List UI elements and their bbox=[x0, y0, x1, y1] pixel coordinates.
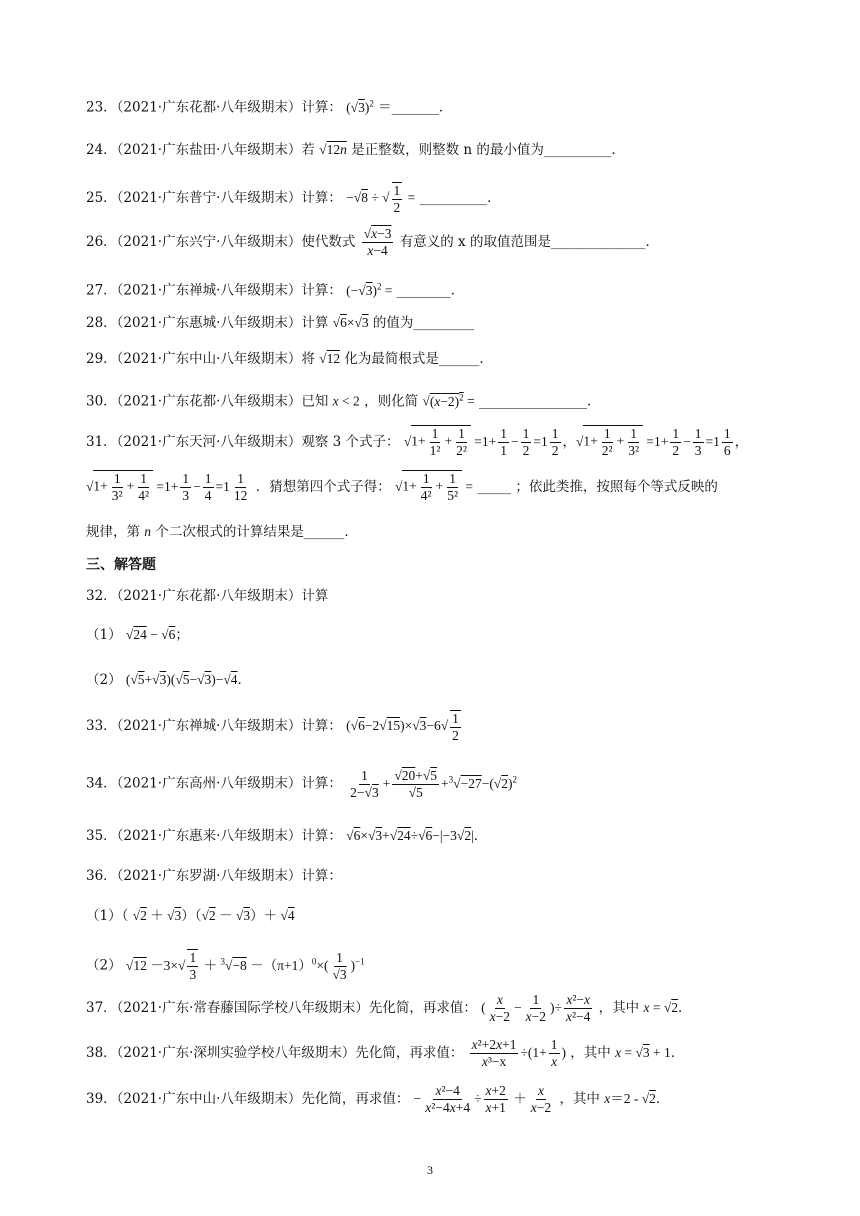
q30-blank: ________________． bbox=[478, 393, 601, 410]
q36-p2-formula: √12 －3×√ $\frac{1}{3}$ ＋ $^3√-8 -(\pi+1)^0\times$( $\frac{1}{√3}$ )$^{-1}$ bbox=[125, 949, 365, 983]
q25-text: 25．（2021·广东普宁·八年级期末）计算： bbox=[86, 190, 342, 206]
q34-text: 34．（2021·广东高州·八年级期末）计算： bbox=[86, 775, 342, 792]
q28-text: 28．（2021·广东惠城·八年级期末）计算 bbox=[86, 315, 329, 331]
q28-blank: 的值为_________ bbox=[372, 315, 475, 331]
q38-value: x = √3 + 1． bbox=[615, 1045, 685, 1060]
question-36 bbox=[86, 866, 342, 886]
question-38 bbox=[86, 1032, 684, 1074]
q31-blank: _____ bbox=[477, 479, 512, 495]
q29-formula: √12 bbox=[319, 351, 341, 366]
q36-text: 36．（2021·广东罗湖·八年级期末）计算： bbox=[86, 868, 342, 884]
question-37 bbox=[86, 988, 692, 1028]
question-29 bbox=[86, 349, 493, 369]
q31-formula-1: √1+ $\frac{1}{\text{1²}}$ + $\frac{1}{\text{2²}}$ =1+ $\frac{1}{1}$ − $\frac{1}{2}$ =1 $\frac{1}{2}$ ，√1+ $\frac{1}{\text{2²}}$ + $\frac{1}{\text{3²}}$ =1+ $\frac{1}{2}$ − $\frac{1}{3}$ =1 $\frac{1}{6}$ ， bbox=[403, 426, 749, 459]
q31-formula-4: √1+ $\frac{1}{\text{4²}}$ + $\frac{1}{\text{5²}}$ = bbox=[395, 471, 474, 504]
q36-part1 bbox=[86, 906, 295, 926]
q38-tail: ，其中 bbox=[570, 1045, 611, 1061]
q33-text: 33．（2021·广东禅城·八年级期末）计算： bbox=[86, 718, 342, 734]
q39-text: 39．（2021·广东中山·八年级期末）先化简，再求值： bbox=[86, 1091, 410, 1107]
section-heading: 三、解答题 bbox=[86, 557, 156, 573]
q25-blank: __________． bbox=[419, 190, 501, 206]
q32-text: 32．（2021·广东花都·八年级期末）计算 bbox=[86, 588, 329, 604]
q27-text: 27．（2021·广东禅城·八年级期末）计算： bbox=[86, 282, 342, 299]
question-32 bbox=[86, 586, 328, 606]
question-33 bbox=[86, 708, 463, 744]
q31-text: 31．（2021·广东天河·八年级期末）观察 3 个式子： bbox=[86, 434, 400, 450]
page-number: 3 bbox=[427, 1163, 433, 1177]
q36-p1-label: （1）（ bbox=[86, 908, 129, 924]
question-31-line3 bbox=[86, 522, 358, 542]
q39-value: x＝2 - √2． bbox=[604, 1091, 670, 1106]
q36-part2 bbox=[86, 944, 365, 983]
q35-formula: √6×√3+√24÷√6−|−3√2|． bbox=[346, 828, 488, 843]
q36-p2-label: （2） bbox=[86, 957, 122, 974]
question-28 bbox=[86, 313, 474, 333]
q31-formula-3: √1+ $\frac{1}{\text{3²}}$ + $\frac{1}{\text{4²}}$ =1+ $\frac{1}{3}$ − $\frac{1}{4}$ =1 $\frac{1}{12}$ bbox=[86, 471, 248, 504]
q28-formula: √6×√3 bbox=[332, 315, 369, 330]
q32-p1-label: （1） bbox=[86, 627, 122, 643]
q30-condition: x < 2 bbox=[332, 393, 360, 409]
q32-p1-formula: √24 − √6； bbox=[125, 627, 189, 642]
q38-formula: $\frac{\text{x²+2x+1}}{\text{x³−x}}$ ÷(1+ $\frac{1}{x}$ ) bbox=[471, 1037, 566, 1070]
q32-p2-label: （2） bbox=[86, 672, 122, 688]
question-35 bbox=[86, 826, 487, 846]
question-34 bbox=[86, 758, 517, 800]
q25-formula: −√8 ÷ √ $\frac{1}{2}$ = bbox=[346, 182, 416, 215]
question-23 bbox=[86, 93, 452, 118]
q30-text: 30．（2021·广东花都·八年级期末）已知 bbox=[86, 393, 329, 410]
q24-tail: 是正整数，则整数 n 的最小值为__________． bbox=[351, 142, 625, 158]
q29-text: 29．（2021·广东中山·八年级期末）将 bbox=[86, 351, 315, 367]
question-30 bbox=[86, 387, 600, 412]
question-31 bbox=[86, 422, 748, 462]
q26-tail: 有意义的 x 的取值范围是______________． bbox=[399, 234, 659, 250]
q32-p2-formula: (√5+√3)(√5−√3)−√4． bbox=[125, 672, 252, 687]
question-26 bbox=[86, 222, 659, 262]
q24-formula: √12n bbox=[319, 142, 347, 157]
q23-formula: $(√3)^2$ bbox=[346, 98, 374, 115]
q37-value: x = √2． bbox=[643, 1000, 692, 1015]
q31-line3-b: 个二次根式的计算结果是______． bbox=[155, 524, 358, 540]
question-31-line2 bbox=[86, 467, 718, 507]
q31-n: n bbox=[144, 524, 152, 539]
q38-text: 38．（2021·广东·深圳实验学校八年级期末）先化简，再求值： bbox=[86, 1045, 464, 1061]
q30-mid: ，则化简 bbox=[364, 393, 419, 410]
question-25 bbox=[86, 180, 501, 216]
q27-formula: $(-√3)^2$ = bbox=[346, 281, 393, 298]
q30-formula: $√(x-2)^2$ = bbox=[422, 392, 475, 409]
q37-text: 37．（2021·广东·常春藤国际学校八年级期末）先化简，再求值： bbox=[86, 1000, 477, 1016]
q32-part1 bbox=[86, 625, 189, 645]
q35-text: 35．（2021·广东惠来·八年级期末）计算： bbox=[86, 828, 342, 844]
q31-guess-text: ．猜想第四个式子得： bbox=[255, 479, 391, 495]
q34-formula: $\frac{1}{2-√3}$ + $\frac{√20+√5}{√5}$ $+^3√-27-(√2)^2$ bbox=[350, 767, 517, 800]
q33-formula: (√6−2√15)×√3−6√ $\frac{1}{2}$ bbox=[346, 710, 459, 743]
q24-text: 24．（2021·广东盐田·八年级期末）若 bbox=[86, 142, 315, 158]
question-27 bbox=[86, 276, 464, 301]
q36-p1-formula: √2 ＋ √3）（√2 － √3）＋ √4 bbox=[132, 908, 295, 923]
q31-mid3: ；依此类推，按照每个等式反映的 bbox=[515, 479, 718, 495]
q27-blank: ________． bbox=[396, 282, 465, 299]
q32-part2 bbox=[86, 670, 251, 690]
q26-formula: $\frac{√x-3}{x-4}$ bbox=[363, 226, 392, 258]
q39-tail: ，其中 bbox=[559, 1091, 600, 1107]
q23-text: 23．（2021·广东花都·八年级期末）计算： bbox=[86, 99, 342, 116]
q31-line3-a: 规律，第 bbox=[86, 524, 140, 540]
question-39 bbox=[86, 1078, 669, 1120]
q37-formula: ( $\frac{x}{x-2}$ − $\frac{1}{x-2}$ )÷ $\frac{\text{x²−x}}{\text{x²−4}}$ bbox=[481, 992, 591, 1025]
q29-blank: 化为最简根式是______． bbox=[344, 351, 493, 367]
q37-tail: ，其中 bbox=[598, 1000, 640, 1016]
q23-blank: ＝_______． bbox=[378, 99, 453, 116]
q39-formula: − $\frac{\text{x²−4}}{\text{x²−4x+4}}$ ÷ $\frac{x+2}{x+1}$ ＋ $\frac{x}{x-2}$ bbox=[413, 1083, 552, 1116]
question-24 bbox=[86, 140, 625, 160]
q26-text: 26．（2021·广东兴宁·八年级期末）使代数式 bbox=[86, 234, 356, 250]
